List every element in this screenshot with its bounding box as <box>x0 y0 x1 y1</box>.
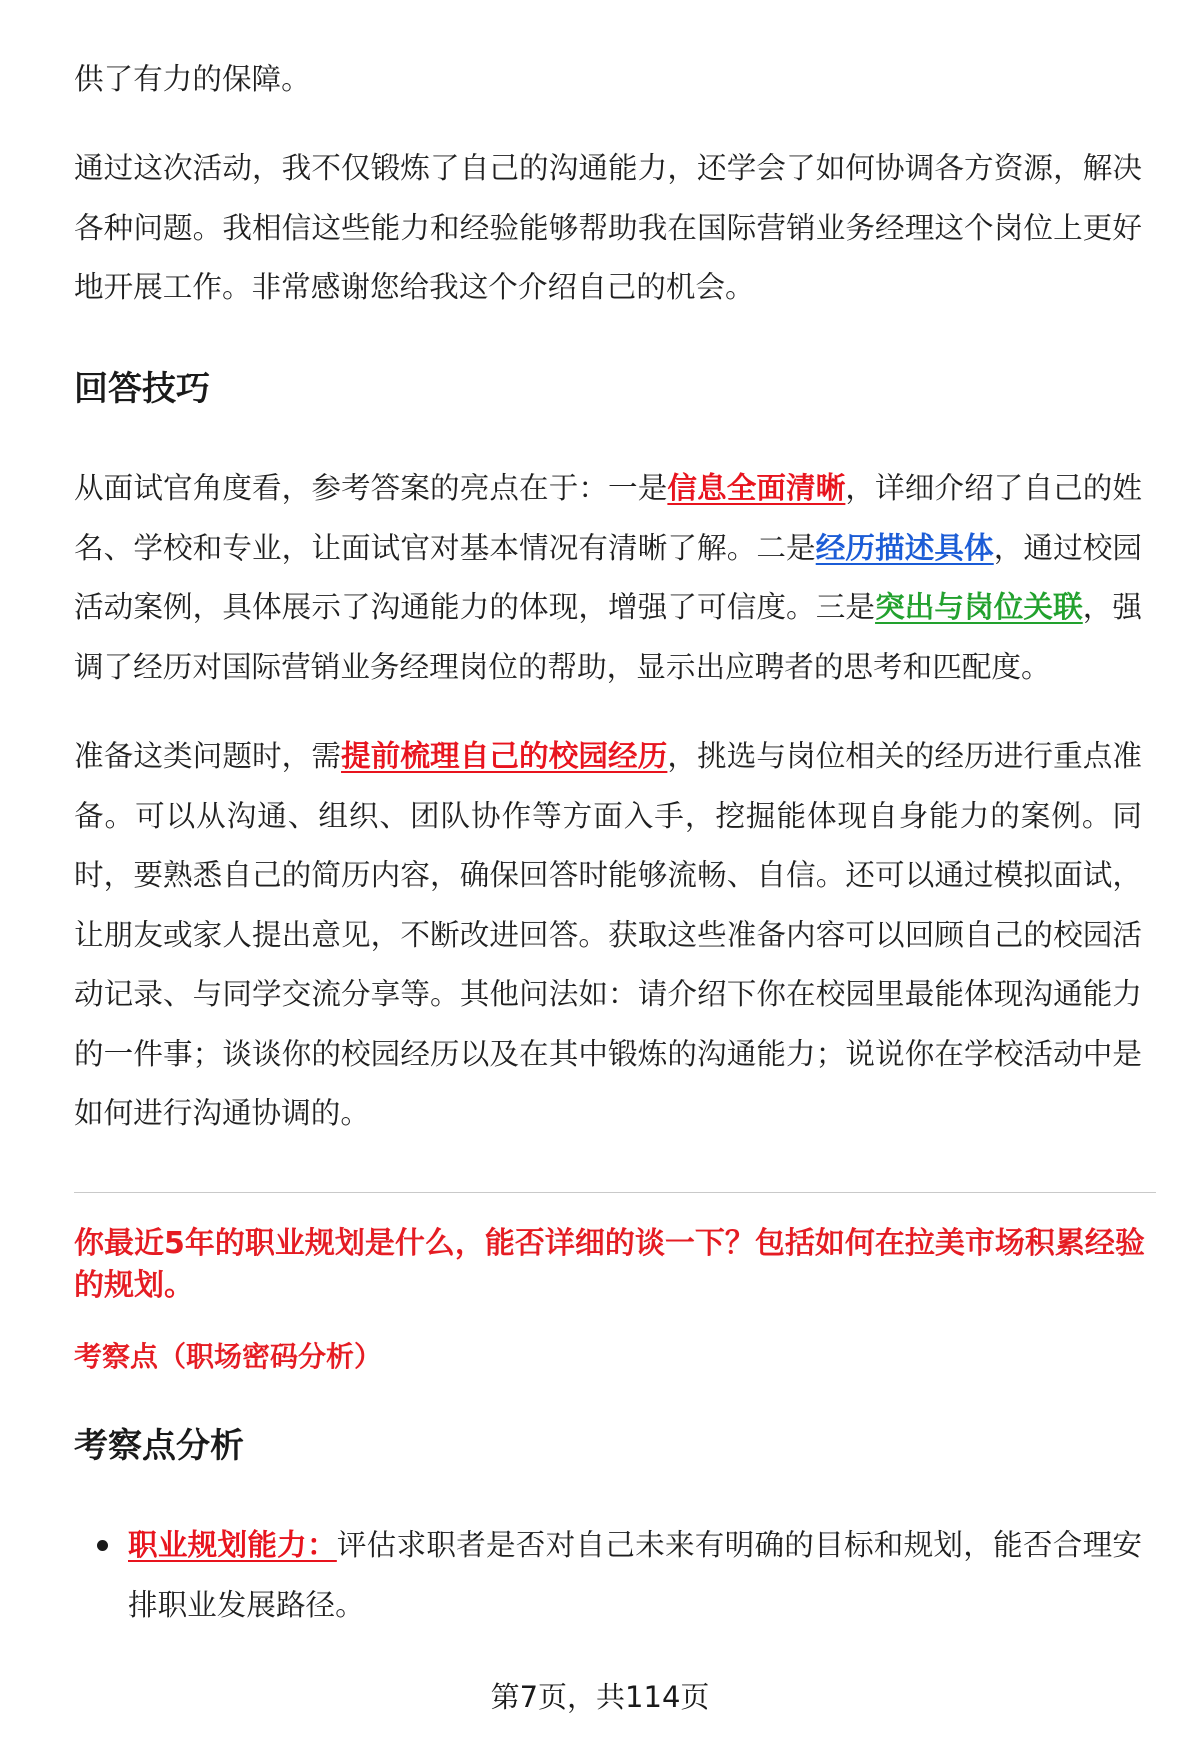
text-run: ，通过校园 <box>993 530 1143 565</box>
highlight-experience-specific: 经历描述具体 <box>815 530 994 565</box>
text-run: 从面试官角度看，参考答案的亮点在于：一是 <box>74 471 668 505</box>
bullet-line <box>128 1516 1142 1576</box>
paragraph-line: 备。可以从沟通、组织、团队协作等方面入手，挖掘能体现自身能力的案例。同 <box>74 798 1142 833</box>
question-title <box>74 1223 1145 1307</box>
bullet-item <box>128 1516 1142 1635</box>
text-run: 名、学校和专业，让面试官对基本情况有清晰了解。二是 <box>74 530 816 565</box>
paragraph-line: 动记录、与同学交流分享等。其他问法如：请介绍下你在校园里最能体现沟通能力 <box>74 977 1142 1011</box>
section-heading-analysis: 考察点分析 <box>74 1426 244 1466</box>
paragraph-line: 地开展工作。非常感谢您给我这个介绍自己的机会。 <box>74 270 755 304</box>
bullet-term: 职业规划能力： <box>128 1528 337 1562</box>
paragraph-line <box>74 519 1142 579</box>
question-subtitle: 考察点（职场密码分析） <box>74 1340 383 1373</box>
text-run: 活动案例，具体展示了沟通能力的体现，增强了可信度。三是 <box>74 590 876 624</box>
text-run: ，详细介绍了自己的姓 <box>845 471 1143 505</box>
text-run: ，挑选与岗位相关的经历进行重点准 <box>667 739 1143 773</box>
question-line: 的规划。 <box>74 1268 194 1303</box>
highlights-paragraph <box>74 459 1142 697</box>
highlight-campus-experience: 提前梳理自己的校园经历 <box>341 739 668 773</box>
paragraph-line: 的一件事；谈谈你的校园经历以及在其中锻炼的沟通能力；说说你在学校活动中是 <box>74 1036 1142 1071</box>
paragraph-line: 供了有力的保障。 <box>74 62 311 96</box>
bullet-line: 排职业发展路径。 <box>128 1587 365 1622</box>
paragraph-line <box>74 459 1142 519</box>
paragraph-line <box>74 727 1142 787</box>
highlight-info-complete: 信息全面清晰 <box>667 471 846 505</box>
section-heading-answer-tips: 回答技巧 <box>74 369 210 409</box>
paragraph-line: 让朋友或家人提出意见，不断改进回答。获取这些准备内容可以回顾自己的校园活 <box>74 917 1142 952</box>
paragraph-line: 如何进行沟通协调的。 <box>74 1096 370 1130</box>
continuation-paragraph <box>74 50 1142 110</box>
page-number: 第7页，共114页 <box>490 1680 710 1714</box>
closing-paragraph <box>74 139 1142 318</box>
question-line: 你最近5年的职业规划是什么，能否详细的谈一下？包括如何在拉美市场积累经验 <box>74 1226 1145 1261</box>
paragraph-line <box>74 578 1142 638</box>
paragraph-line <box>74 638 1142 698</box>
text-run: 准备这类问题时，需 <box>74 739 342 773</box>
paragraph-line: 各种问题。我相信这些能力和经验能够帮助我在国际营销业务经理这个岗位上更好 <box>74 210 1142 245</box>
section-divider <box>74 1192 1156 1193</box>
paragraph-line: 时，要熟悉自己的简历内容，确保回答时能够流畅、自信。还可以通过模拟面试， <box>74 858 1142 892</box>
text-run: 调了经历对国际营销业务经理岗位的帮助，显示出应聘者的思考和匹配度。 <box>74 649 1051 684</box>
preparation-paragraph <box>74 727 1142 1144</box>
text-run: ，强 <box>1082 590 1143 624</box>
paragraph-line: 通过这次活动，我不仅锻炼了自己的沟通能力，还学会了如何协调各方资源，解决 <box>74 151 1142 185</box>
highlight-job-relevance: 突出与岗位关联 <box>875 590 1083 624</box>
bullet-dot-icon <box>97 1540 108 1551</box>
text-run: 评估求职者是否对自己未来有明确的目标和规划，能否合理安 <box>336 1528 1143 1562</box>
